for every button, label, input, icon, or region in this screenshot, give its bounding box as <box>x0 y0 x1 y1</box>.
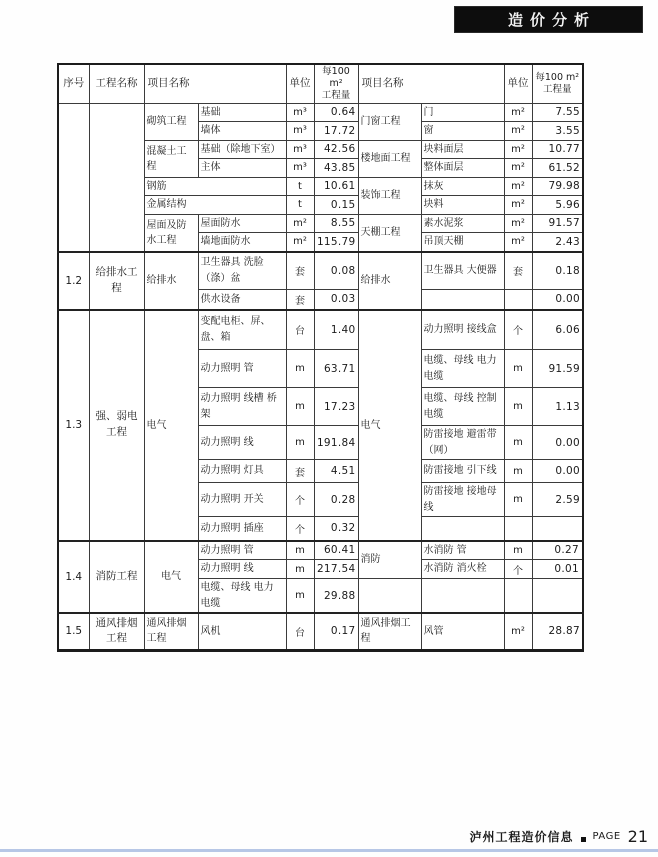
cell-item: 防雷接地 引下线 <box>421 460 504 483</box>
cell-unit: m <box>286 541 314 560</box>
cell-quantity: 0.17 <box>314 613 358 650</box>
cell-quantity <box>532 579 583 614</box>
col-header-qty-right <box>532 64 583 103</box>
cell-seq: 1.3 <box>58 310 89 541</box>
cell-quantity: 61.52 <box>532 159 583 178</box>
cell-unit: 个 <box>286 483 314 517</box>
cell-group: 天棚工程 <box>358 214 421 252</box>
cell-quantity: 191.84 <box>314 426 358 460</box>
cell-item: 金属结构 <box>144 196 286 215</box>
cell-item: 素水泥浆 <box>421 214 504 233</box>
cell-item: 风管 <box>421 613 504 650</box>
cell-group: 屋面及防水工程 <box>144 214 198 252</box>
cell-quantity: 0.03 <box>314 290 358 310</box>
cost-analysis-banner <box>455 7 642 32</box>
cell-unit: m <box>286 579 314 614</box>
cell-unit: 个 <box>286 517 314 541</box>
cell-item: 动力照明 线 <box>198 560 286 579</box>
cell-item: 屋面防水 <box>198 214 286 233</box>
cell-group: 门窗工程 <box>358 103 421 140</box>
cell-quantity: 91.57 <box>532 214 583 233</box>
cell-item: 卫生器具 大便器 <box>421 252 504 290</box>
cell-item: 动力照明 接线盒 <box>421 310 504 350</box>
cell-unit: m² <box>286 214 314 233</box>
cell-unit: m <box>504 350 532 388</box>
cell-unit: m² <box>504 233 532 252</box>
cell-quantity: 43.85 <box>314 159 358 178</box>
journal-title: 泸州工程造价信息 <box>469 829 574 844</box>
cell-unit: m <box>504 388 532 426</box>
cell-quantity: 0.01 <box>532 560 583 579</box>
cell-item: 块料面层 <box>421 140 504 159</box>
cell-unit: t <box>286 177 314 196</box>
cell-unit: m <box>504 483 532 517</box>
cell-seq: 1.4 <box>58 541 89 614</box>
cell-unit: m <box>286 388 314 426</box>
cell-unit: 套 <box>286 252 314 290</box>
cell-item: 防雷接地 避雷带（网） <box>421 426 504 460</box>
cell-group: 电气 <box>144 310 198 541</box>
cell-quantity: 1.13 <box>532 388 583 426</box>
cell-quantity: 0.28 <box>314 483 358 517</box>
cell-group: 电气 <box>358 310 421 541</box>
cell-item: 动力照明 管 <box>198 541 286 560</box>
cell-item: 基础 <box>198 103 286 122</box>
cell-quantity: 17.23 <box>314 388 358 426</box>
cell-group: 通风排烟工程 <box>358 613 421 650</box>
cell-unit: 套 <box>504 252 532 290</box>
cell-unit: 个 <box>504 310 532 350</box>
cell-item: 水消防 管 <box>421 541 504 560</box>
cell-quantity: 28.87 <box>532 613 583 650</box>
cell-quantity: 3.55 <box>532 122 583 141</box>
cell-item: 门 <box>421 103 504 122</box>
cell-quantity: 0.64 <box>314 103 358 122</box>
cell-item: 墙体 <box>198 122 286 141</box>
cell-unit: m <box>504 541 532 560</box>
cell-unit: m² <box>504 177 532 196</box>
cell-unit: m³ <box>286 159 314 178</box>
cell-unit <box>504 290 532 310</box>
col-header-unit-left: 单位 <box>286 64 314 103</box>
cell-unit: t <box>286 196 314 215</box>
cell-group: 楼地面工程 <box>358 140 421 177</box>
cell-quantity: 42.56 <box>314 140 358 159</box>
col-header-unit-right: 单位 <box>504 64 532 103</box>
cell-unit: m <box>286 426 314 460</box>
table-row <box>58 103 583 122</box>
cell-seq <box>58 103 89 252</box>
cost-analysis-table <box>57 63 584 652</box>
cell-item: 变配电柜、屏、盘、箱 <box>198 310 286 350</box>
cell-group: 给排水 <box>144 252 198 310</box>
page-number: 21 <box>627 826 648 846</box>
cell-quantity: 2.43 <box>532 233 583 252</box>
cell-item: 供水设备 <box>198 290 286 310</box>
cell-group: 给排水 <box>358 252 421 310</box>
cell-group: 混凝土工程 <box>144 140 198 177</box>
cell-item: 块料 <box>421 196 504 215</box>
cell-unit: m <box>286 350 314 388</box>
cell-item: 窗 <box>421 122 504 141</box>
cell-item <box>421 290 504 310</box>
cell-unit: m² <box>504 159 532 178</box>
cell-unit: m <box>286 560 314 579</box>
cell-item: 动力照明 管 <box>198 350 286 388</box>
cell-quantity: 10.61 <box>314 177 358 196</box>
cell-item: 抹灰 <box>421 177 504 196</box>
cell-item: 卫生器具 洗脸（涤）盆 <box>198 252 286 290</box>
cell-group: 通风排烟工程 <box>144 613 198 650</box>
cell-item: 动力照明 灯具 <box>198 460 286 483</box>
qty-header-line2: 工程量 <box>542 83 572 95</box>
table-row <box>58 613 583 650</box>
col-header-item-left: 项目名称 <box>144 64 286 103</box>
cell-quantity: 60.41 <box>314 541 358 560</box>
cell-item: 墙地面防水 <box>198 233 286 252</box>
cell-item: 防雷接地 接地母线 <box>421 483 504 517</box>
cell-quantity: 0.15 <box>314 196 358 215</box>
cell-quantity: 0.08 <box>314 252 358 290</box>
cell-project: 通风排烟工程 <box>89 613 144 650</box>
qty-header-line2: 工程量 <box>321 89 351 101</box>
cell-project: 强、弱电工程 <box>89 310 144 541</box>
cell-unit: m³ <box>286 122 314 141</box>
cell-seq: 1.5 <box>58 613 89 650</box>
cell-unit: 台 <box>286 613 314 650</box>
cell-unit: 台 <box>286 310 314 350</box>
page-footer <box>430 825 648 847</box>
cell-quantity: 29.88 <box>314 579 358 614</box>
table-header-row <box>58 64 583 103</box>
cell-project: 给排水工程 <box>89 252 144 310</box>
square-bullet-icon <box>581 837 586 842</box>
cell-project: 消防工程 <box>89 541 144 614</box>
cell-group: 电气 <box>144 541 198 614</box>
cell-item <box>421 517 504 541</box>
cell-item: 整体面层 <box>421 159 504 178</box>
cell-quantity: 0.32 <box>314 517 358 541</box>
cell-unit: m² <box>504 196 532 215</box>
cell-group <box>358 579 421 614</box>
cell-unit: m² <box>504 613 532 650</box>
cell-quantity: 91.59 <box>532 350 583 388</box>
cell-quantity: 2.59 <box>532 483 583 517</box>
table-row <box>58 541 583 560</box>
cell-item: 基础（除地下室） <box>198 140 286 159</box>
cell-quantity: 0.00 <box>532 290 583 310</box>
cell-quantity: 63.71 <box>314 350 358 388</box>
cell-unit: m³ <box>286 103 314 122</box>
qty-header-line1: 每100 m² <box>535 71 580 83</box>
col-header-qty-left <box>314 64 358 103</box>
cell-item: 电缆、母线 控制电缆 <box>421 388 504 426</box>
cell-unit: m² <box>286 233 314 252</box>
col-header-project: 工程名称 <box>89 64 144 103</box>
cell-item: 动力照明 线槽 桥架 <box>198 388 286 426</box>
cell-unit: m² <box>504 140 532 159</box>
page-label: PAGE <box>592 830 621 842</box>
cell-group: 装饰工程 <box>358 177 421 214</box>
table-row <box>58 252 583 290</box>
cell-quantity: 0.27 <box>532 541 583 560</box>
cell-group: 消防 <box>358 541 421 579</box>
cell-unit: m² <box>504 103 532 122</box>
cell-unit: m <box>504 460 532 483</box>
cell-unit <box>504 579 532 614</box>
cell-quantity: 8.55 <box>314 214 358 233</box>
cell-item: 风机 <box>198 613 286 650</box>
cell-seq: 1.2 <box>58 252 89 310</box>
cell-unit: m³ <box>286 140 314 159</box>
cell-item: 主体 <box>198 159 286 178</box>
cell-quantity: 79.98 <box>532 177 583 196</box>
cell-quantity: 6.06 <box>532 310 583 350</box>
cell-unit: 套 <box>286 290 314 310</box>
cell-item: 电缆、母线 电力电缆 <box>421 350 504 388</box>
col-header-item-right: 项目名称 <box>358 64 504 103</box>
cell-unit <box>504 517 532 541</box>
cell-quantity: 1.40 <box>314 310 358 350</box>
cell-unit: m² <box>504 122 532 141</box>
cell-quantity: 5.96 <box>532 196 583 215</box>
cell-quantity: 115.79 <box>314 233 358 252</box>
cell-quantity: 7.55 <box>532 103 583 122</box>
cell-quantity: 17.72 <box>314 122 358 141</box>
cell-quantity: 0.00 <box>532 460 583 483</box>
banner-title: 造价分析 <box>507 11 596 29</box>
cell-group: 砌筑工程 <box>144 103 198 140</box>
cell-item: 钢筋 <box>144 177 286 196</box>
cell-item: 吊顶天棚 <box>421 233 504 252</box>
cell-item <box>421 579 504 614</box>
cell-quantity: 217.54 <box>314 560 358 579</box>
bottom-divider-line <box>0 849 658 852</box>
cell-quantity: 0.00 <box>532 426 583 460</box>
cell-unit: 个 <box>504 560 532 579</box>
cell-quantity: 10.77 <box>532 140 583 159</box>
cell-project <box>89 103 144 252</box>
qty-header-line1: 每100 m² <box>322 66 350 89</box>
cell-item: 动力照明 线 <box>198 426 286 460</box>
cell-item: 电缆、母线 电力电缆 <box>198 579 286 614</box>
cell-unit: m² <box>504 214 532 233</box>
cell-item: 水消防 消火栓 <box>421 560 504 579</box>
cell-unit: 套 <box>286 460 314 483</box>
cell-item: 动力照明 插座 <box>198 517 286 541</box>
cell-item: 动力照明 开关 <box>198 483 286 517</box>
cell-quantity: 0.18 <box>532 252 583 290</box>
cell-unit: m <box>504 426 532 460</box>
cell-quantity <box>532 517 583 541</box>
cell-quantity: 4.51 <box>314 460 358 483</box>
table-row <box>58 310 583 350</box>
col-header-seq: 序号 <box>58 64 89 103</box>
